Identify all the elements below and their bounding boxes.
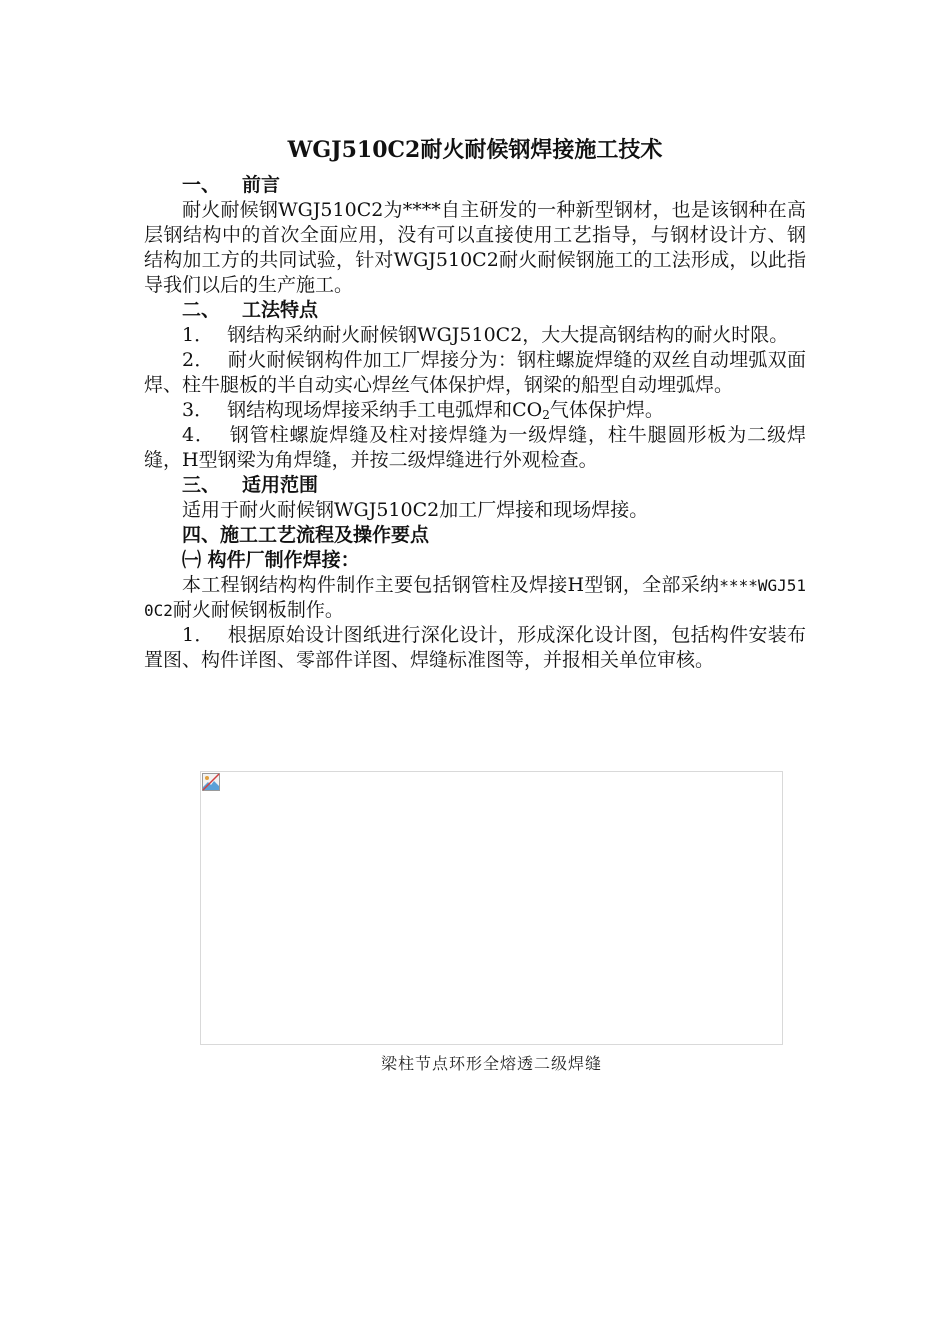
broken-image-icon	[202, 773, 220, 791]
paragraph-text: 本工程钢结构构件制作主要包括钢管柱及焊接H型钢，全部采纳	[182, 574, 720, 596]
item-number: 3．	[182, 399, 214, 421]
paragraph	[144, 573, 806, 623]
item-number: 2．	[182, 349, 214, 371]
item-text: 耐火耐候钢构件加工厂焊接分为：钢柱螺旋焊缝的双丝自动埋弧双面焊、柱牛腿板的半自动实心焊丝气体保护焊，钢梁的船型自动埋弧焊。	[144, 349, 806, 396]
section-number: 三、	[182, 474, 221, 496]
document-title: WGJ510C2耐火耐候钢焊接施工技术	[287, 137, 663, 163]
item-text: 钢结构采纳耐火耐候钢WGJ510C2，大大提高钢结构的耐火时限。	[227, 324, 789, 346]
item-text: 根据原始设计图纸进行深化设计，形成深化设计图，包括构件安装布置图、构件详图、零部件详图、焊缝标准图等，并报相关单位审核。	[144, 624, 806, 671]
item-text-after: 气体保护焊。	[549, 399, 664, 421]
document-body	[144, 133, 806, 673]
list-item	[144, 323, 806, 348]
list-item	[144, 423, 806, 473]
section-number: 一、	[182, 174, 221, 196]
subsection-heading: ㈠ 构件厂制作焊接：	[182, 549, 360, 571]
section-heading-scope	[144, 473, 806, 498]
figure-caption: 梁柱节点环形全熔透二级焊缝	[380, 1054, 602, 1073]
item-number: 1．	[182, 624, 214, 646]
item-text: 钢结构现场焊接采纳手工电弧焊和CO	[227, 399, 543, 421]
subscript: 2	[542, 408, 550, 422]
section-title: 前言	[242, 174, 281, 196]
item-text: 钢管柱螺旋焊缝及柱对接焊缝为一级焊缝，柱牛腿圆形板为二级焊缝，H型钢梁为角焊缝，并按二级焊缝进行外观检查。	[144, 424, 806, 471]
list-item	[144, 398, 806, 423]
paragraph: 耐火耐候钢WGJ510C2为****自主研发的一种新型钢材，也是该钢种在高层钢结构中的首次全面应用，没有可以直接使用工艺指导，与钢材设计方、钢结构加工方的共同试验，针对WGJ510C2耐火耐候钢施工的工法形成，以此指导我们以后的生产施工。	[144, 199, 806, 296]
list-item	[144, 348, 806, 398]
paragraph: 适用于耐火耐候钢WGJ510C2加工厂焊接和现场焊接。	[182, 499, 649, 521]
section-heading-features	[144, 298, 806, 323]
section-number: 二、	[182, 299, 221, 321]
paragraph-code-text: ****WGJ510C2	[144, 576, 806, 620]
section-title: 工法特点	[242, 299, 319, 321]
list-item	[144, 623, 806, 673]
section-title: 适用范围	[242, 474, 319, 496]
section-heading-process: 四、施工工艺流程及操作要点	[182, 524, 430, 546]
item-number: 1．	[182, 324, 214, 346]
figure-image-placeholder	[200, 771, 783, 1045]
section-heading-preface	[144, 173, 806, 198]
item-number: 4．	[182, 424, 215, 446]
paragraph-text-after: 耐火耐候钢板制作。	[172, 599, 344, 621]
